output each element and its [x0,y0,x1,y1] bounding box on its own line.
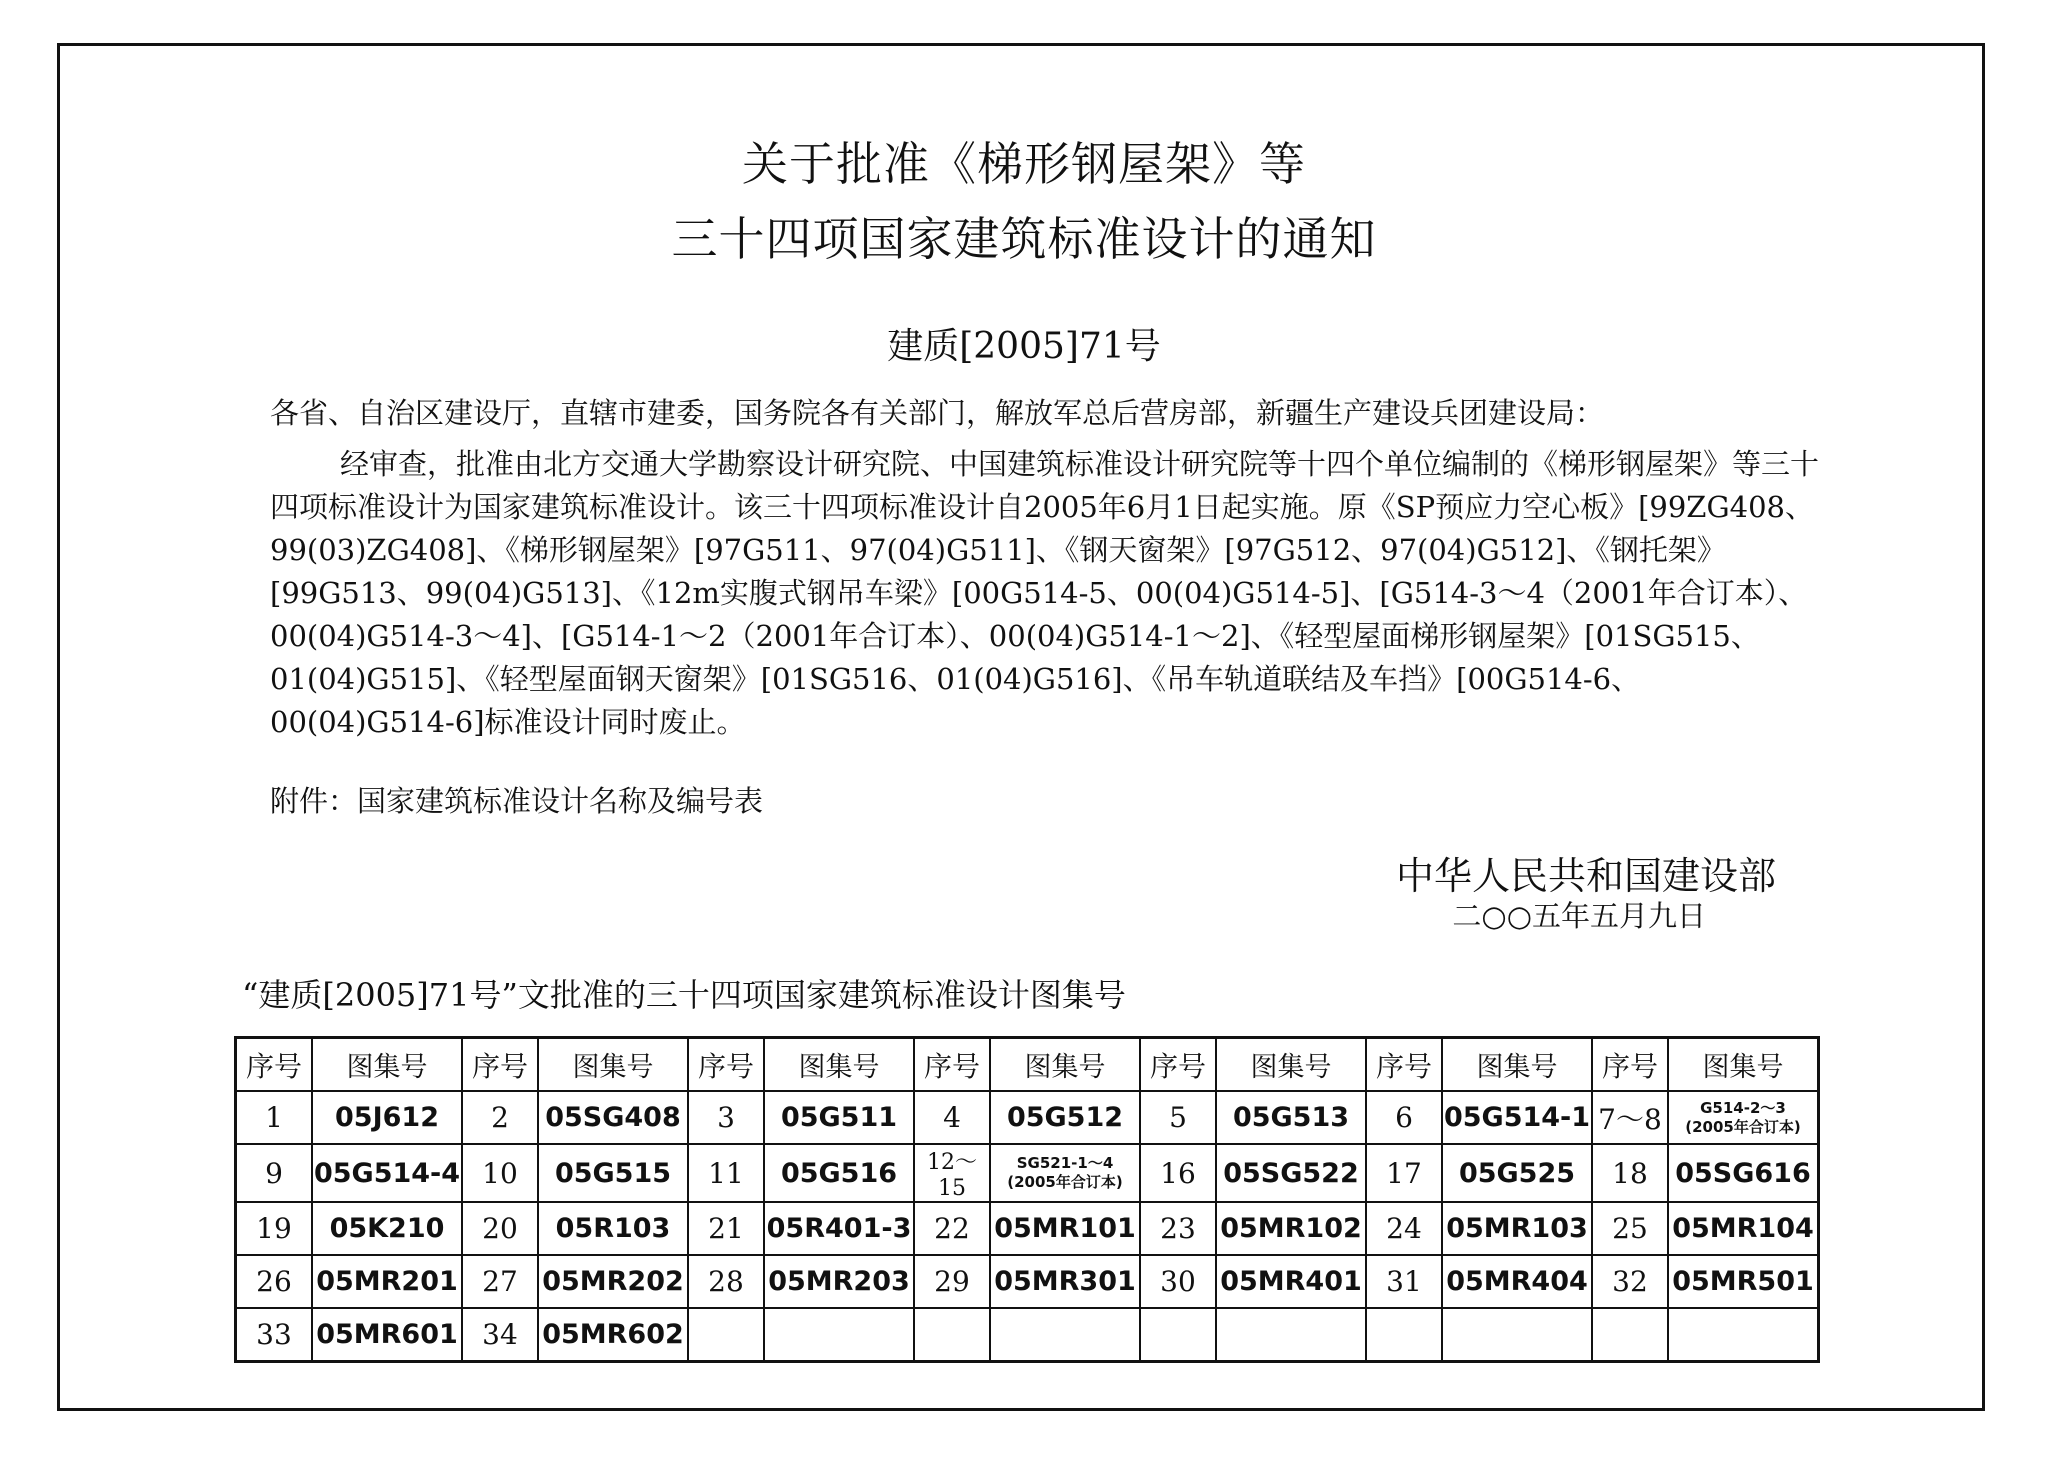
cell-serial-no: 20 [462,1202,538,1255]
cell-serial-no [688,1308,764,1362]
cell-atlas-code: 05MR101 [990,1202,1140,1255]
header-code: 图集号 [990,1038,1140,1092]
header-no: 序号 [1140,1038,1216,1092]
header-no: 序号 [462,1038,538,1092]
cell-serial-no [1592,1308,1668,1362]
cell-atlas-code: 05MR601 [312,1308,462,1362]
cell-atlas-code: 05G516 [764,1144,914,1202]
cell-serial-no: 16 [1140,1144,1216,1202]
header-code: 图集号 [538,1038,688,1092]
cell-serial-no: 29 [914,1255,990,1308]
header-no: 序号 [1366,1038,1442,1092]
cell-atlas-code: 05MR103 [1442,1202,1592,1255]
table-row [236,1091,1819,1144]
cell-atlas-code: 05MR102 [1216,1202,1366,1255]
header-code: 图集号 [312,1038,462,1092]
body-text: 经审查，批准由北方交通大学勘察设计研究院、中国建筑标准设计研究院等十四个单位编制的《梯形钢屋架》等三十四项标准设计为国家建筑标准设计。该三十四项标准设计自2005年6月1日起实施。原《SP预应力空心板》[99ZG408、99(03)ZG408]、《梯形钢屋架》[97G511、97(04)G511]、《钢天窗架》[97G512、97(04)G512]、《钢托架》[99G513、99(04)G513]、《12m实腹式钢吊车梁》[00G514-5、00(04)G514-5]、[G514-3～4（2001年合订本）、00(04)G514-3～4]、[G514-1～2（2001年合订本）、00(04)G514-1～2]、《轻型屋面梯形钢屋架》[01SG515、01(04)G515]、《轻型屋面钢天窗架》[01SG516、01(04)G516]、《吊车轨道联结及车挡》[00G514-6、00(04)G514-6]标准设计同时废止。 [270,447,1820,739]
cell-atlas-code: 05G511 [764,1091,914,1144]
attachment-note: 附件：国家建筑标准设计名称及编号表 [270,784,764,818]
cell-serial-no: 30 [1140,1255,1216,1308]
cell-atlas-code: 05MR201 [312,1255,462,1308]
cell-serial-no: 23 [1140,1202,1216,1255]
cell-serial-no: 9 [236,1144,313,1202]
signer: 中华人民共和国建设部 [1395,854,1776,898]
cell-atlas-code: 05R103 [538,1202,688,1255]
cell-serial-no: 2 [462,1091,538,1144]
cell-serial-no: 4 [914,1091,990,1144]
table-row [236,1144,1819,1202]
cell-atlas-code: 05G513 [1216,1091,1366,1144]
cell-serial-no: 1 [236,1091,313,1144]
cell-atlas-code: 05R401-3 [764,1202,914,1255]
cell-serial-no: 32 [1592,1255,1668,1308]
atlas-code-text: SG521-1～4 [1016,1154,1114,1172]
atlas-number-table [234,1036,1820,1363]
cell-atlas-code: 05G514-4 [312,1144,462,1202]
cell-serial-no: 25 [1592,1202,1668,1255]
cell-serial-no [914,1308,990,1362]
header-no: 序号 [914,1038,990,1092]
header-no: 序号 [1592,1038,1668,1092]
cell-atlas-code: 05MR602 [538,1308,688,1362]
cell-atlas-code: 05G514-1 [1442,1091,1592,1144]
cell-serial-no: 10 [462,1144,538,1202]
cell-serial-no: 21 [688,1202,764,1255]
cell-atlas-code [990,1144,1140,1202]
cell-atlas-code [1668,1308,1819,1362]
cell-serial-no: 28 [688,1255,764,1308]
table-row [236,1308,1819,1362]
header-code: 图集号 [1668,1038,1819,1092]
cell-serial-no: 33 [236,1308,313,1362]
cell-serial-no: 26 [236,1255,313,1308]
cell-serial-no: 24 [1366,1202,1442,1255]
atlas-code-note: (2005年合订本) [1685,1117,1801,1136]
header-code: 图集号 [1216,1038,1366,1092]
title-line-1: 关于批准《梯形钢屋架》等 [742,137,1306,191]
atlas-code-note: (2005年合订本) [1007,1173,1123,1191]
body-paragraph [270,443,1822,744]
table-row [236,1255,1819,1308]
cell-serial-no: 18 [1592,1144,1668,1202]
cell-atlas-code: 05G512 [990,1091,1140,1144]
cell-atlas-code: 05MR104 [1668,1202,1819,1255]
cell-atlas-code [1216,1308,1366,1362]
cell-atlas-code: 05SG408 [538,1091,688,1144]
cell-atlas-code [990,1308,1140,1362]
document-number: 建质[2005]71号 [887,326,1161,367]
header-no: 序号 [236,1038,313,1092]
cell-atlas-code: 05MR404 [1442,1255,1592,1308]
cell-serial-no: 31 [1366,1255,1442,1308]
cell-atlas-code: 05G515 [538,1144,688,1202]
cell-serial-no: 22 [914,1202,990,1255]
cell-serial-no: 17 [1366,1144,1442,1202]
cell-atlas-code: 05G525 [1442,1144,1592,1202]
cell-atlas-code: 05SG616 [1668,1144,1819,1202]
header-code: 图集号 [764,1038,914,1092]
cell-atlas-code [1442,1308,1592,1362]
issue-date: 二○○五年五月九日 [1452,899,1706,933]
cell-atlas-code: 05MR301 [990,1255,1140,1308]
title-line-2: 三十四项国家建筑标准设计的通知 [671,212,1377,266]
cell-atlas-code [1668,1091,1819,1144]
cell-serial-no: 27 [462,1255,538,1308]
header-code: 图集号 [1442,1038,1592,1092]
cell-serial-no: 19 [236,1202,313,1255]
cell-atlas-code: 05MR202 [538,1255,688,1308]
cell-serial-no [1140,1308,1216,1362]
table-row [236,1202,1819,1255]
atlas-table-body [236,1038,1819,1362]
cell-serial-no: 12～15 [914,1144,990,1202]
atlas-code-text: G514-2～3 [1700,1098,1786,1117]
cell-atlas-code: 05MR203 [764,1255,914,1308]
cell-atlas-code [764,1308,914,1362]
cell-serial-no: 5 [1140,1091,1216,1144]
cell-serial-no: 6 [1366,1091,1442,1144]
header-no: 序号 [688,1038,764,1092]
cell-serial-no: 11 [688,1144,764,1202]
cell-atlas-code: 05SG522 [1216,1144,1366,1202]
cell-serial-no: 34 [462,1308,538,1362]
cell-serial-no: 3 [688,1091,764,1144]
cell-serial-no [1366,1308,1442,1362]
cell-serial-no: 7～8 [1592,1091,1668,1144]
table-header-row [236,1038,1819,1092]
cell-atlas-code: 05K210 [312,1202,462,1255]
cell-atlas-code: 05MR401 [1216,1255,1366,1308]
cell-atlas-code: 05J612 [312,1091,462,1144]
cell-atlas-code: 05MR501 [1668,1255,1819,1308]
table-caption: “建质[2005]71号”文批准的三十四项国家建筑标准设计图集号 [242,976,1126,1014]
addressee: 各省、自治区建设厅，直辖市建委，国务院各有关部门，解放军总后营房部，新疆生产建设兵团建设局： [270,396,1605,430]
